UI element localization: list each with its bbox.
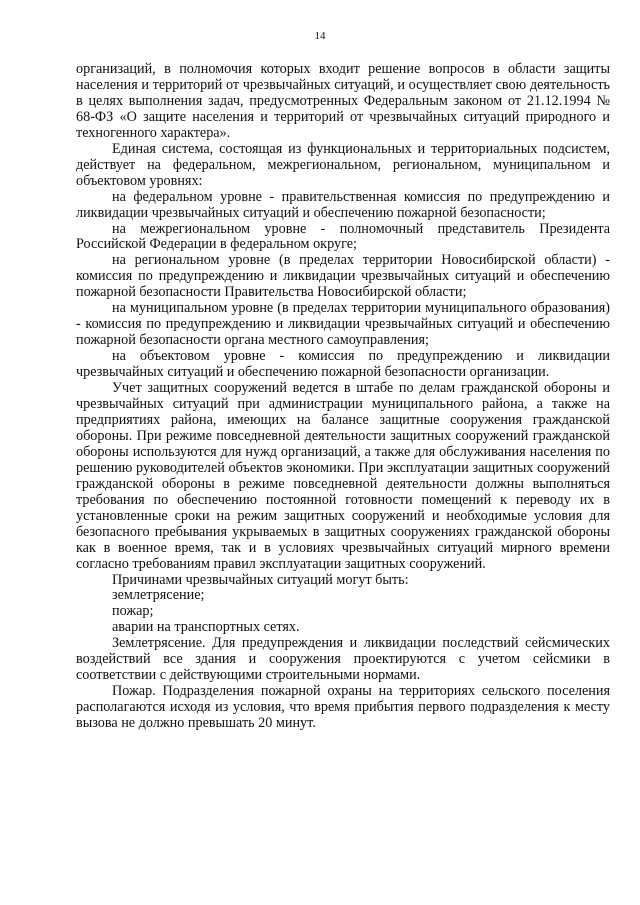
paragraph: Единая система, состоящая из функциональных и территориальных подсистем, действует на федеральном, межрегиональном, региональном, муниципальном и объектовом уровнях: xyxy=(76,140,610,189)
paragraph: на межрегиональном уровне - полномочный представитель Президента Российской Федерации в федеральном округе; xyxy=(76,220,610,253)
body-text xyxy=(76,62,610,732)
paragraph: на объектовом уровне - комиссия по предупреждению и ликвидации чрезвычайных ситуаций и обеспечению пожарной безопасности организации. xyxy=(76,348,610,381)
paragraph: землетрясение; xyxy=(112,587,205,604)
paragraph: пожар; xyxy=(112,603,154,620)
paragraph: Землетрясение. Для предупреждения и ликвидации последствий сейсмических воздействий все здания и сооружения проектируются с учетом сейсмики в соответствии с действующими строительными нормами. xyxy=(76,635,610,684)
paragraph: Пожар. Подразделения пожарной охраны на территориях сельского поселения располагаются исходя из условия, что время прибытия первого подразделения к месту вызова не должно превышать 20 минут. xyxy=(76,683,610,732)
paragraph: Учет защитных сооружений ведется в штабе по делам гражданской обороны и чрезвычайных ситуаций при администрации муниципального района, а также на предприятиях района, имеющих на балансе защитные сооружения гражданской обороны. При режиме повседневной деятельности защитных сооружений гражданской обороны используются для нужд организаций, а также для обслуживания населения по решению руководителей объектов экономики. При эксплуатации защитных сооружений гражданской обороны в режиме повседневной деятельности должны выполняться требования по обеспечению постоянной готовности помещений к переводу их в установленные сроки на режим защитных сооружений и необходимые условия для безопасного пребывания укрываемых в защитных сооружениях гражданской обороны как в военное время, так и в условиях чрезвычайных ситуаций мирного времени согласно требованиям правил эксплуатации защитных сооружений. xyxy=(76,380,610,572)
paragraph: организаций, в полномочия которых входит решение вопросов в области защиты населения и территорий от чрезвычайных ситуаций, и осуществляет свою деятельность в целях выполнения задач, предусмотренных Федеральным законом от 21.12.1994 № 68-ФЗ «О защите населения и территорий от чрезвычайных ситуаций природного и техногенного характера». xyxy=(76,61,610,141)
paragraph: Причинами чрезвычайных ситуаций могут быть: xyxy=(112,571,409,588)
paragraph: на региональном уровне (в пределах территории Новосибирской области) - комиссия по предупреждению и ликвидации чрезвычайных ситуаций и обеспечению пожарной безопасности Правительства Новосибирской области; xyxy=(76,252,610,301)
paragraph: аварии на транспортных сетях. xyxy=(112,619,300,636)
paragraph: на федеральном уровне - правительственная комиссия по предупреждению и ликвидации чрезвычайных ситуаций и обеспечению пожарной безопасности; xyxy=(76,188,610,221)
paragraph: на муниципальном уровне (в пределах территории муниципального образования) - комиссия по предупреждению и ликвидации чрезвычайных ситуаций и обеспечению пожарной безопасности органа местного самоуправления; xyxy=(76,300,610,349)
page-number: 14 xyxy=(314,30,326,42)
